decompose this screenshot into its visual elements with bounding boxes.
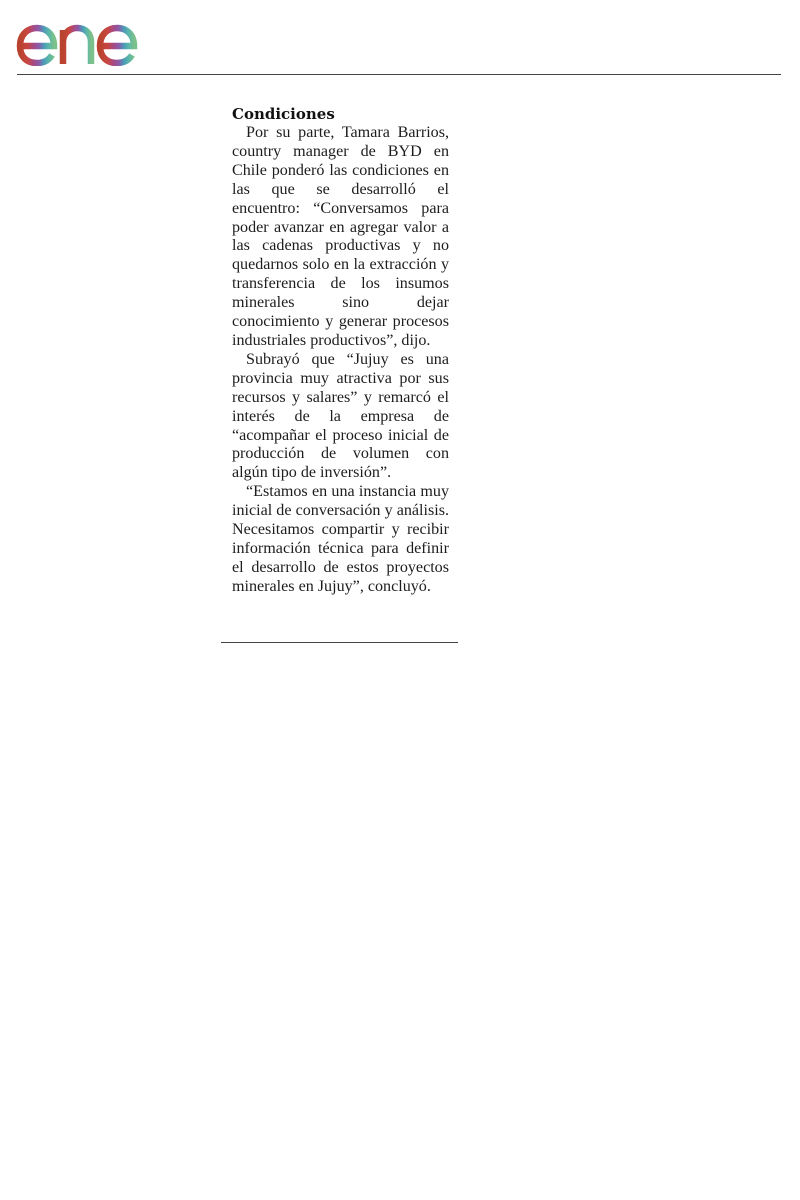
- page-header: [0, 0, 800, 76]
- section-heading: Condiciones: [232, 105, 335, 123]
- article-paragraph: Subrayó que “Jujuy es una provincia muy atractiva por sus recursos y salares” y remarcó el interés de la empresa de “acompañar el proceso inicial de producción de volumen con algún tipo de inversión”.: [232, 350, 449, 482]
- article-end-divider: [221, 642, 458, 643]
- enel-logo: [16, 16, 172, 66]
- header-divider: [17, 74, 781, 75]
- article-column: [232, 104, 449, 597]
- article-paragraph: Por su parte, Tamara Barrios, country manager de BYD en Chile ponderó las condiciones en las que se desarrolló el encuentro: “Conversamos para poder avanzar en agregar valor a las cadenas productivas y no quedarnos solo en la extracción y transferencia de los insumos minerales sino dejar conocimiento y generar procesos industriales productivos”, dijo.: [232, 124, 449, 349]
- article-paragraph: “Estamos en una instancia muy inicial de conversación y análisis. Necesitamos compartir y recibir información técnica para definir el desarrollo de estos proyectos minerales en Jujuy”, concluyó.: [232, 483, 449, 595]
